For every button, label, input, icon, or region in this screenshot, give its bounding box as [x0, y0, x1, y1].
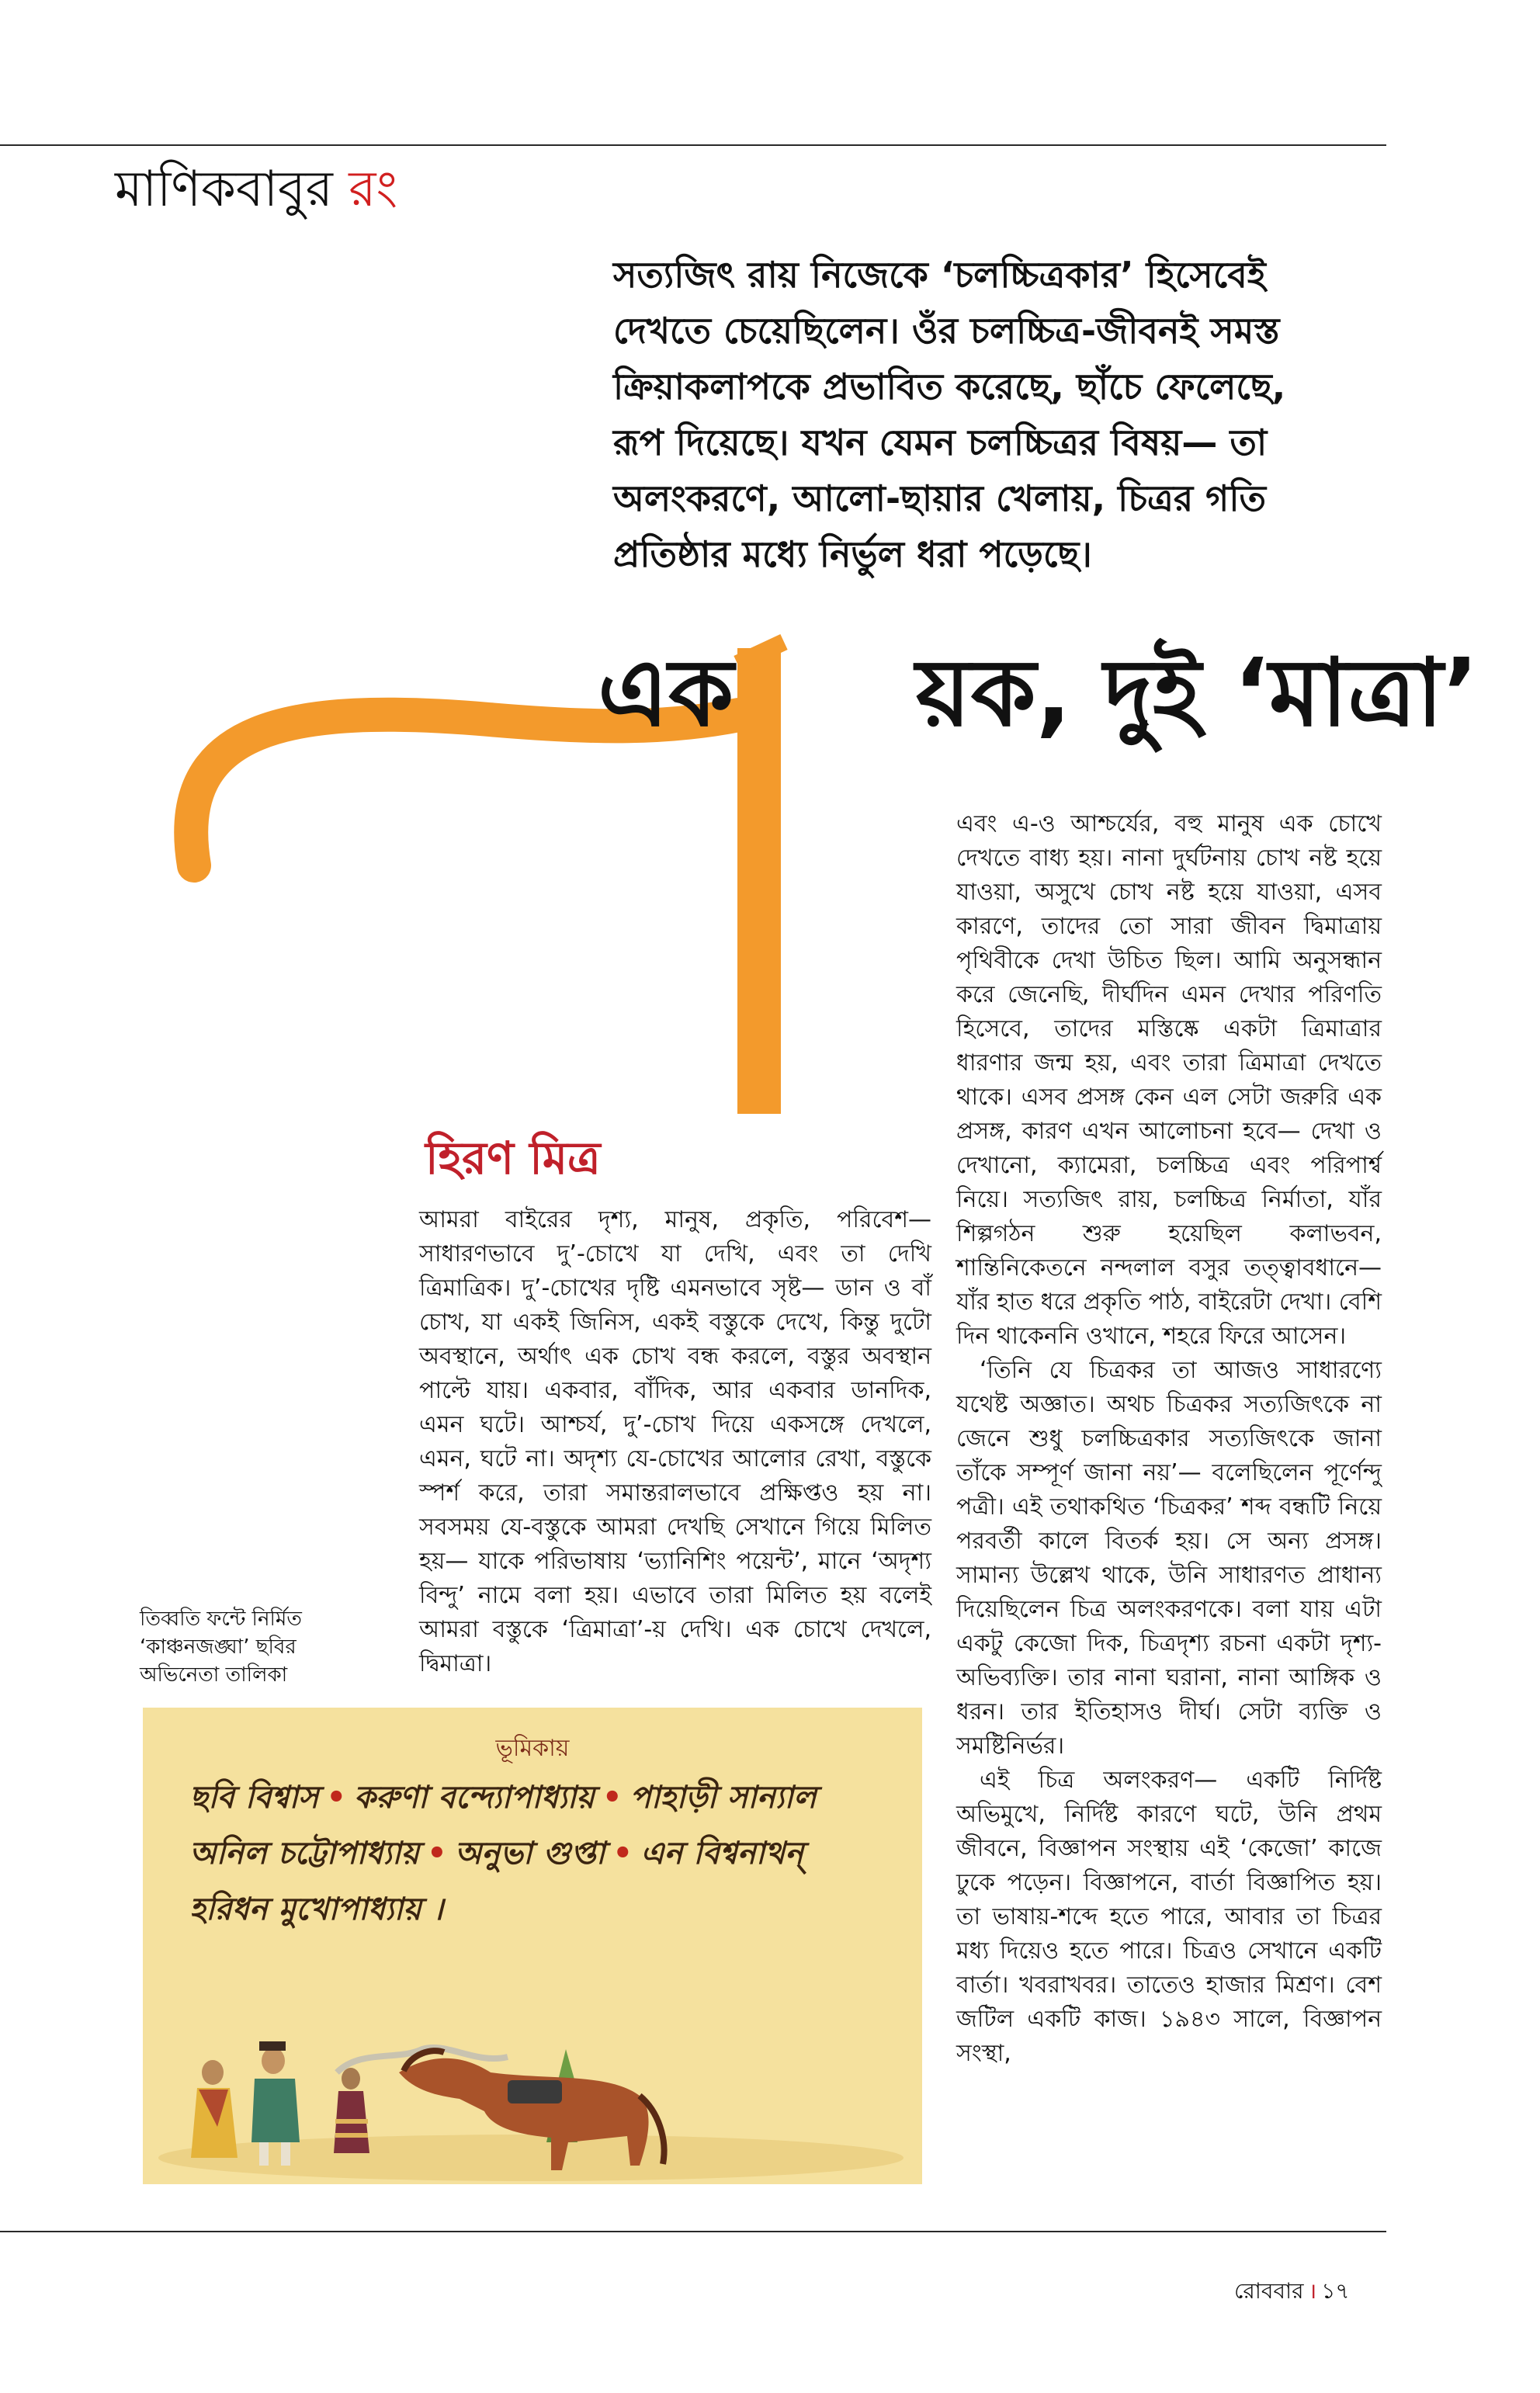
headline-glyph-na — [163, 633, 877, 1114]
credit-name: পাহাড়ী সান্যাল — [630, 1779, 817, 1816]
headline-right-text: য়ক, দুই ‘মাত্রা’ — [916, 640, 1479, 747]
standfirst: সত্যজিৎ রায় নিজেকে ‘চলচ্চিত্রকার’ হিসেবেই দেখতে চেয়েছিলেন। ওঁর চলচ্চিত্র-জীবনই সমস্ত ক্রিয়াকলাপকে প্রভাবিত করেছে, ছাঁচে ফেলেছে, রূপ দিয়েছে। যখন যেমন চলচ্চিত্রর বিষয়— তা অলংকরণে, আলো-ছায়ার খেলায়, চিত্রর গতি প্রতিষ্ঠার মধ্যে নির্ভুল ধরা পড়েছে। — [613, 254, 1286, 575]
credit-name: অনুভা গুপ্তা — [454, 1835, 605, 1871]
page-number: ১৭ — [1321, 2278, 1350, 2304]
image-caption: তিব্বতি ফন্টে নির্মিত ‘কাঞ্চনজঙ্ঘা’ ছবির অভিনেতা তালিকা — [140, 1607, 302, 1687]
section-title: মাণিকবাবুর — [115, 161, 333, 218]
section-header — [115, 160, 397, 220]
byline: হিরণ মিত্র — [425, 1132, 601, 1184]
body-paragraph: এবং এ-ও আশ্চর্যের, বহু মানুষ এক চোখে দেখতে বাধ্য হয়। নানা দুর্ঘটনায় চোখ নষ্ট হয়ে যাওয়া, অসুখে চোখ নষ্ট হয়ে যাওয়া, এসব কারণে, তাদের তো সারা জীবন দ্বিমাত্রায় পৃথিবীকে দেখা উচিত ছিল। আমি অনুসন্ধান করে জেনেছি, দীর্ঘদিন এমন দেখার পরিণতি হিসেবে, তাদের মস্তিষ্কে একটা ত্রিমাত্রার ধারণার জন্ম হয়, এবং তারা ত্রিমাত্রা দেখতে থাকে। এসব প্রসঙ্গ কেন এল সেটা জরুরি এক প্রসঙ্গ, কারণ এখন আলোচনা হবে— দেখা ও দেখানো, ক্যামেরা, চলচ্চিত্র এবং পরিপার্শ্ব নিয়ে। সত্যজিৎ রায়, চলচ্চিত্র নির্মাতা, যাঁর শিল্পগঠন শুরু হয়েছিল কলাভবন, শান্তিনিকেতনে নন্দলাল বসুর তত্ত্বাবধানে— যাঁর হাত ধরে প্রকৃতি পাঠ, বাইরেটা দেখা। বেশি দিন থাকেননি ওখানে, শহরে ফিরে আসেন। — [956, 810, 1382, 1350]
credit-separator: • — [326, 1779, 347, 1816]
credits-illustration — [143, 1708, 922, 2184]
credit-separator: • — [612, 1835, 633, 1871]
credit-separator: • — [602, 1779, 623, 1816]
credit-name: হরিধন মুখোপাধ্যায় । — [189, 1891, 443, 1927]
body-paragraph: ‘তিনি যে চিত্রকর তা আজও সাধারণ্যে যথেষ্ট অজ্ঞাত। অথচ চিত্রকর সত্যজিৎকে না জেনে শুধু চলচ্চিত্রকার সত্যজিৎকে জানা তাঁকে সম্পূর্ণ জানা নয়’— বলেছিলেন পূর্ণেন্দু পত্রী। এই তথাকথিত ‘চিত্রকর’ শব্দ বন্ধটি নিয়ে পরবর্তী কালে বিতর্ক হয়। সে অন্য প্রসঙ্গ। সামান্য উল্লেখ থাকে, উনি সাধারণত প্রাধান্য দিয়েছিলেন চিত্র অলংকরণকে। বলা যায় এটা একটু কেজো দিক, চিত্রদৃশ্য রচনা একটা দৃশ্য-অভিব্যক্তি। তার নানা ঘরানা, নানা আঙ্গিক ও ধরন। তার ইতিহাসও দীর্ঘ। সেটা ব্যক্তি ও সমষ্টিনির্ভর। — [956, 1357, 1382, 1760]
body-column-left — [419, 1203, 931, 1681]
page-footer — [1234, 2274, 1350, 2311]
footer-separator: । — [1308, 2278, 1317, 2304]
publication-name: রোববার — [1234, 2278, 1304, 2304]
headline-left-text: এক — [598, 640, 734, 747]
credits-line — [189, 1885, 888, 1937]
body-column-right — [956, 807, 1382, 2071]
body-paragraph: এই চিত্র অলংকরণ— একটি নির্দিষ্ট অভিমুখে, নির্দিষ্ট কারণে ঘটে, উনি প্রথম জীবনে, বিজ্ঞাপন সংস্থায় এই ‘কেজো’ কাজে ঢুকে পড়েন। বিজ্ঞাপনে, বার্তা বিজ্ঞাপিত হয়। তা ভাষায়-শব্দে হতে পারে, আবার তা চিত্রর মধ্য দিয়েও হতে পারে। চিত্রও সেখানে একটি বার্তা। খবরাখবর। তাতেও হাজার মিশ্রণ। বেশ জটিল একটি কাজ। ১৯৪৩ সালে, বিজ্ঞাপন সংস্থা, — [956, 1767, 1382, 2067]
credit-name: করুণা বন্দ্যোপাধ্যায় — [354, 1779, 595, 1816]
credit-name: এন বিশ্বনাথন্ — [640, 1835, 804, 1871]
credits-line — [189, 1829, 888, 1881]
credit-name: ছবি বিশ্বাস — [189, 1779, 319, 1816]
body-paragraph: আমরা বাইরের দৃশ্য, মানুষ, প্রকৃতি, পরিবেশ— সাধারণভাবে দু’-চোখে যা দেখি, এবং তা দেখি ত্রিমাত্রিক। দু’-চোখের দৃষ্টি এমনভাবে সৃষ্ট— ডান ও বাঁ চোখ, যা একই জিনিস, একই বস্তুকে দেখে, কিন্তু দুটো অবস্থানে, অর্থাৎ এক চোখ বন্ধ করলে, বস্তুর অবস্থান পাল্টে যায়। একবার, বাঁদিক, আর একবার ডানদিক, এমন ঘটে। আশ্চর্য, দু’-চোখ দিয়ে একসঙ্গে দেখলে, এমন, ঘটে না। অদৃশ্য যে-চোখের আলোর রেখা, বস্তুকে স্পর্শ করে, তারা সমান্তরালভাবে প্রক্ষিপ্তও হয় না। সবসময় যে-বস্তুকে আমরা দেখছি সেখানে গিয়ে মিলিত হয়— যাকে পরিভাষায় ‘ভ্যানিশিং পয়েন্ট’, মানে ‘অদৃশ্য বিন্দু’ নামে বলা হয়। এভাবে তারা মিলিত হয় বলেই আমরা বস্তুকে ‘ত্রিমাত্রা’-য় দেখি। এক চোখে দেখলে, দ্বিমাত্রা। — [419, 1206, 931, 1677]
credit-separator: • — [427, 1835, 447, 1871]
credit-name: অনিল চট্টোপাধ্যায় — [189, 1835, 420, 1871]
credits-line — [189, 1773, 888, 1825]
section-title-accent: রং — [349, 161, 397, 218]
bottom-rule — [0, 2231, 1386, 2232]
top-rule — [0, 144, 1386, 146]
credits-heading: ভূমিকায় — [495, 1735, 570, 1762]
